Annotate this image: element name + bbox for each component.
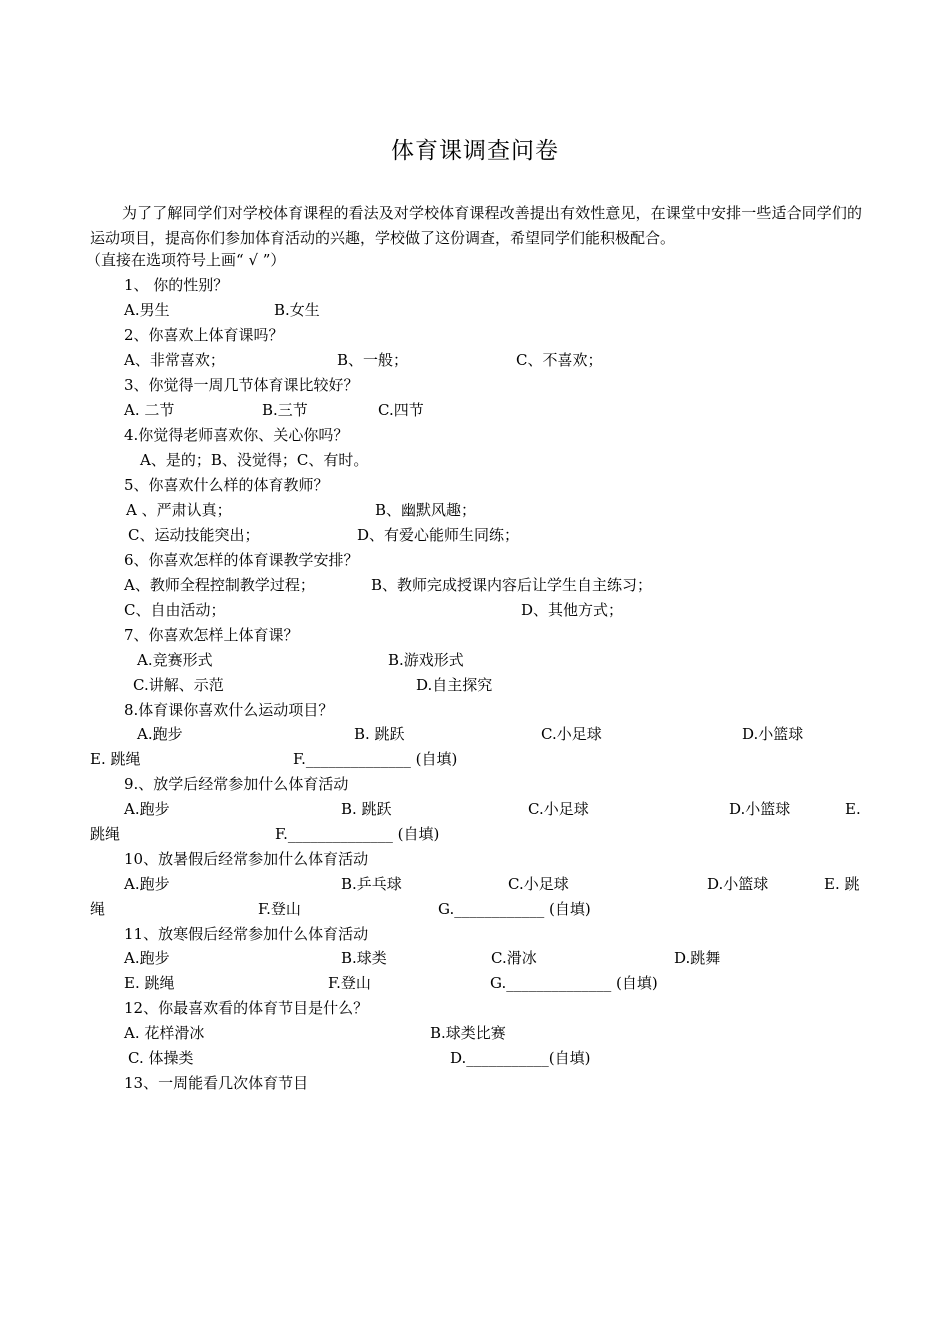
q11-option-a[interactable]: A.跑步 bbox=[124, 949, 170, 967]
q7-option-a[interactable]: A.竞赛形式 bbox=[137, 651, 213, 669]
q2-option-b[interactable]: B、一般； bbox=[337, 351, 409, 369]
q1-option-a[interactable]: A.男生 bbox=[124, 301, 170, 319]
q11-option-d[interactable]: D.跳舞 bbox=[674, 949, 721, 967]
question-4: 4.你觉得老师喜欢你、关心你吗？ bbox=[124, 426, 349, 444]
q8-option-e[interactable]: E. 跳绳 bbox=[90, 750, 141, 768]
q9-option-b[interactable]: B. 跳跃 bbox=[341, 800, 392, 818]
q9-option-c[interactable]: C.小足球 bbox=[528, 800, 589, 818]
q5-option-c[interactable]: C、运动技能突出； bbox=[128, 526, 260, 544]
q10-option-g[interactable]: G.____________ (自填) bbox=[438, 900, 591, 918]
q12-option-c[interactable]: C. 体操类 bbox=[128, 1049, 194, 1067]
q8-option-c[interactable]: C.小足球 bbox=[541, 725, 602, 743]
q5-option-b[interactable]: B、幽默风趣； bbox=[375, 501, 477, 519]
intro-paragraph: 为了了解同学们对学校体育课程的看法及对学校体育课程改善提出有效性意见，在课堂中安排一些适合同学们的运动项目，提高你们参加体育活动的兴趣，学校做了这份调查，希望同学们能积极配合。 bbox=[90, 204, 862, 247]
q12-option-b[interactable]: B.球类比赛 bbox=[430, 1024, 506, 1042]
q5-option-a[interactable]: A 、严肃认真； bbox=[126, 501, 232, 519]
q11-option-e[interactable]: E. 跳绳 bbox=[124, 974, 175, 992]
q7-option-b[interactable]: B.游戏形式 bbox=[388, 651, 464, 669]
question-2: 2、你喜欢上体育课吗？ bbox=[124, 326, 284, 344]
q10-option-a[interactable]: A.跑步 bbox=[124, 875, 170, 893]
q4-options[interactable]: A、是的；B、没觉得；C、有时。 bbox=[140, 451, 369, 469]
question-12: 12、你最喜欢看的体育节目是什么？ bbox=[124, 999, 369, 1017]
q9-option-e-text[interactable]: 跳绳 bbox=[90, 825, 121, 843]
q8-option-a[interactable]: A.跑步 bbox=[137, 725, 183, 743]
q9-option-e-letter[interactable]: E. bbox=[845, 800, 861, 818]
q9-option-d[interactable]: D.小篮球 bbox=[729, 800, 791, 818]
q2-option-a[interactable]: A、非常喜欢； bbox=[124, 351, 225, 369]
q6-option-d[interactable]: D、其他方式； bbox=[521, 601, 624, 619]
q7-option-c[interactable]: C.讲解、示范 bbox=[133, 676, 224, 694]
question-1: 1、 你的性别？ bbox=[124, 276, 229, 294]
question-8: 8.体育课你喜欢什么运动项目？ bbox=[124, 701, 334, 719]
question-6: 6、你喜欢怎样的体育课教学安排？ bbox=[124, 551, 359, 569]
question-7: 7、你喜欢怎样上体育课？ bbox=[124, 626, 299, 644]
page-title: 体育课调查问卷 bbox=[391, 138, 559, 164]
q6-option-b[interactable]: B、教师完成授课内容后让学生自主练习； bbox=[371, 576, 653, 594]
q9-option-f[interactable]: F.______________ (自填) bbox=[275, 825, 440, 843]
q10-option-b[interactable]: B.乒乓球 bbox=[341, 875, 402, 893]
q11-option-g[interactable]: G.______________ (自填) bbox=[490, 974, 658, 992]
q12-option-d[interactable]: D.___________(自填) bbox=[450, 1049, 591, 1067]
q10-option-d[interactable]: D.小篮球 bbox=[707, 875, 769, 893]
q10-option-c[interactable]: C.小足球 bbox=[508, 875, 569, 893]
q9-option-a[interactable]: A.跑步 bbox=[124, 800, 170, 818]
q10-option-f[interactable]: F.登山 bbox=[258, 900, 301, 918]
q3-option-a[interactable]: A. 二节 bbox=[124, 401, 175, 419]
q5-option-d[interactable]: D、有爱心能师生同练； bbox=[357, 526, 520, 544]
q11-option-c[interactable]: C.滑冰 bbox=[491, 949, 537, 967]
question-13: 13、一周能看几次体育节目 bbox=[124, 1074, 309, 1092]
q8-option-b[interactable]: B. 跳跃 bbox=[354, 725, 405, 743]
q11-option-f[interactable]: F.登山 bbox=[328, 974, 371, 992]
q12-option-a[interactable]: A. 花样滑冰 bbox=[124, 1024, 205, 1042]
q7-option-d[interactable]: D.自主探究 bbox=[416, 676, 493, 694]
q1-option-b[interactable]: B.女生 bbox=[274, 301, 320, 319]
q3-option-b[interactable]: B.三节 bbox=[262, 401, 308, 419]
q3-option-c[interactable]: C.四节 bbox=[378, 401, 424, 419]
question-3: 3、你觉得一周几节体育课比较好？ bbox=[124, 376, 359, 394]
question-11: 11、放寒假后经常参加什么体育活动 bbox=[124, 925, 369, 943]
q10-option-e-text[interactable]: 绳 bbox=[90, 900, 106, 918]
q10-option-e-letter[interactable]: E. 跳 bbox=[824, 875, 860, 893]
q8-option-f[interactable]: F.______________ (自填) bbox=[293, 750, 458, 768]
question-9: 9.、放学后经常参加什么体育活动 bbox=[124, 775, 349, 793]
q6-option-c[interactable]: C、自由活动； bbox=[124, 601, 226, 619]
question-10: 10、放暑假后经常参加什么体育活动 bbox=[124, 850, 369, 868]
q11-option-b[interactable]: B.球类 bbox=[341, 949, 387, 967]
q6-option-a[interactable]: A、教师全程控制教学过程； bbox=[124, 576, 315, 594]
q8-option-d[interactable]: D.小篮球 bbox=[742, 725, 804, 743]
q2-option-c[interactable]: C、不喜欢； bbox=[516, 351, 603, 369]
question-5: 5、你喜欢什么样的体育教师？ bbox=[124, 476, 329, 494]
instruction-note: （直接在选项符号上画“ √ ”） bbox=[86, 251, 286, 269]
